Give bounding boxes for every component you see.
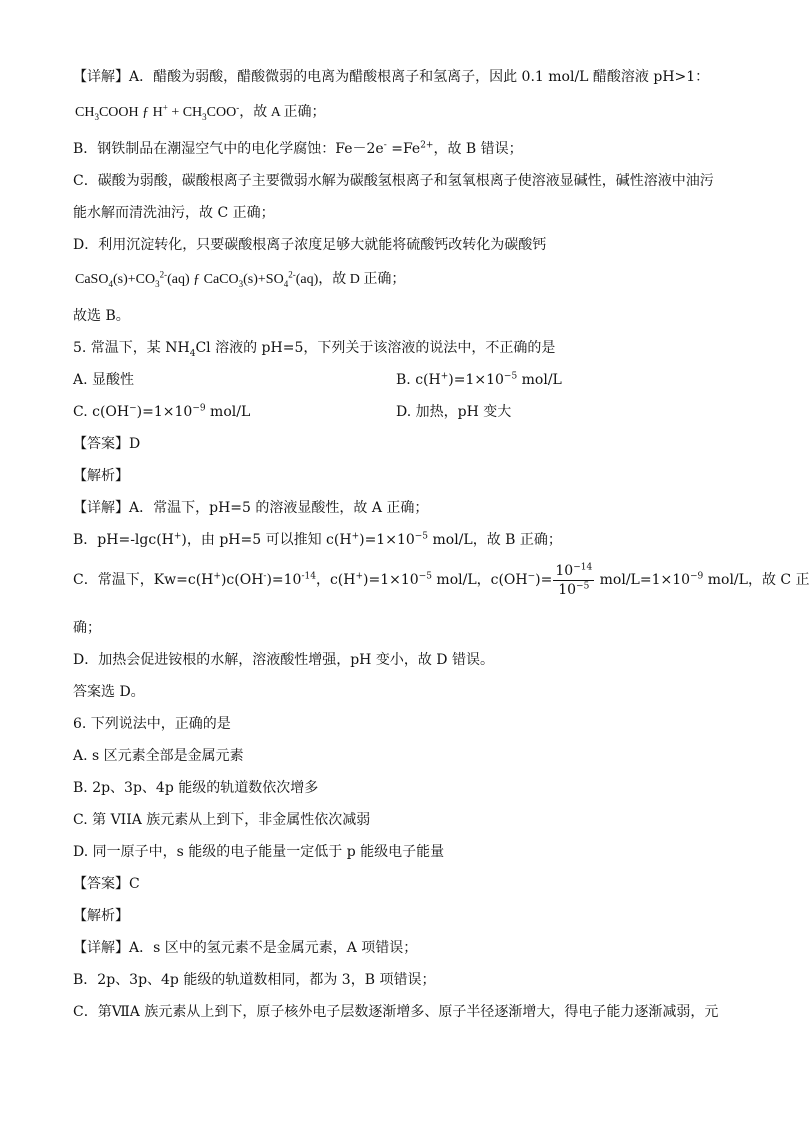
analysis-heading-6: 【解析】	[73, 908, 129, 924]
fraction: $\frac{10^{-14}}{10^{-5}}$	[555, 561, 593, 598]
answer-6: 【答案】C	[73, 876, 140, 892]
explanation-line: 【详解】A．醋酸为弱酸，醋酸微弱的电离为醋酸根离子和氢离子，因此 0.1 mol/L 醋酸溶液 pH>1：	[73, 69, 710, 85]
explanation-line-with-fraction: C．常温下，$Kw=c(H^+)c(OH^-)=10^{-14}$，$c(H^+)=1\times 10^{-5}$ mol/L，c(OH−)= $\frac{10^{-14}}{10^{-5}}$ mol/$L=1\times 10^{-9}$ mol/L，故 C 正	[73, 561, 810, 598]
explanation-line: 故选 B。	[73, 308, 130, 324]
option-5A: A. 显酸性	[73, 372, 135, 388]
explanation-line: B．钢铁制品在潮湿空气中的电化学腐蚀：$Fe-2e^- =Fe^{2+}$，故 B 错误；	[73, 140, 523, 157]
explanation-line: B．pH=-lgc(H+)，由 pH=5 可以推知 $c(H^+)=1\times 10^{-5}$ mol/L，故 B 正确；	[73, 531, 562, 548]
answer-5: 【答案】D	[73, 436, 141, 452]
question-5-options-row1	[73, 371, 134, 389]
option-6B: B. 2p、3p、4p 能级的轨道数依次增多	[73, 780, 319, 796]
option-5D: D. 加热，pH 变大	[396, 404, 512, 420]
equation-precipitate-conversion: $CaSO_4(s)+CO_3^{2-}(aq)$ ƒ $CaCO_3(s)+SO_4^{2-}(aq)$，故 D 正确；	[75, 269, 406, 289]
explanation-line: C．第ⅦA 族元素从上到下，原子核外电子层数逐渐增多、原子半径逐渐增大，得电子能力逐渐减弱，元	[73, 1004, 719, 1020]
option-6A: A. s 区元素全部是金属元素	[73, 748, 244, 764]
explanation-line: 能水解而清洗油污，故 C 正确；	[73, 205, 275, 221]
question-6: 6. 下列说法中，正确的是	[73, 716, 231, 732]
explanation-line: 答案选 D。	[73, 684, 145, 700]
option-6C: C. 第 VIIA 族元素从上到下，非金属性依次减弱	[73, 812, 371, 828]
explanation-line: C．碳酸为弱酸，碳酸根离子主要微弱水解为碳酸氢根离子和氢氧根离子使溶液显碱性，碱性溶液中油污	[73, 173, 714, 189]
option-5C: C. $c(OH^-)=1\times 10^{-9}$ mol/L	[73, 403, 251, 420]
explanation-line: D．利用沉淀转化，只要碳酸根离子浓度足够大就能将硫酸钙改转化为碳酸钙	[73, 237, 547, 253]
explanation-line: 【详解】A．常温下，pH=5 的溶液显酸性，故 A 正确；	[73, 500, 429, 516]
question-5: 5. 常温下，某 $NH_4Cl$ 溶液的 pH=5，下列关于该溶液的说法中，不正确的是	[73, 340, 556, 359]
explanation-line: B．2p、3p、4p 能级的轨道数相同，都为 3，B 项错误；	[73, 972, 436, 988]
explanation-line: 确；	[73, 620, 101, 636]
option-5B: B. $c(H^+)=1\times 10^{-5}$ mol/L	[396, 371, 562, 388]
explanation-line: D．加热会促进铵根的水解，溶液酸性增强，pH 变小，故 D 错误。	[73, 652, 494, 668]
analysis-heading-5: 【解析】	[73, 468, 129, 484]
option-6D: D. 同一原子中，s 能级的电子能量一定低于 p 能级电子能量	[73, 844, 445, 860]
explanation-line: 【详解】A．s 区中的氢元素不是金属元素，A 项错误；	[73, 940, 418, 956]
equation-acetic-acid: $CH_3COOH$ ƒ $H^+ + CH_3COO^-$，故 A 正确；	[75, 102, 326, 122]
